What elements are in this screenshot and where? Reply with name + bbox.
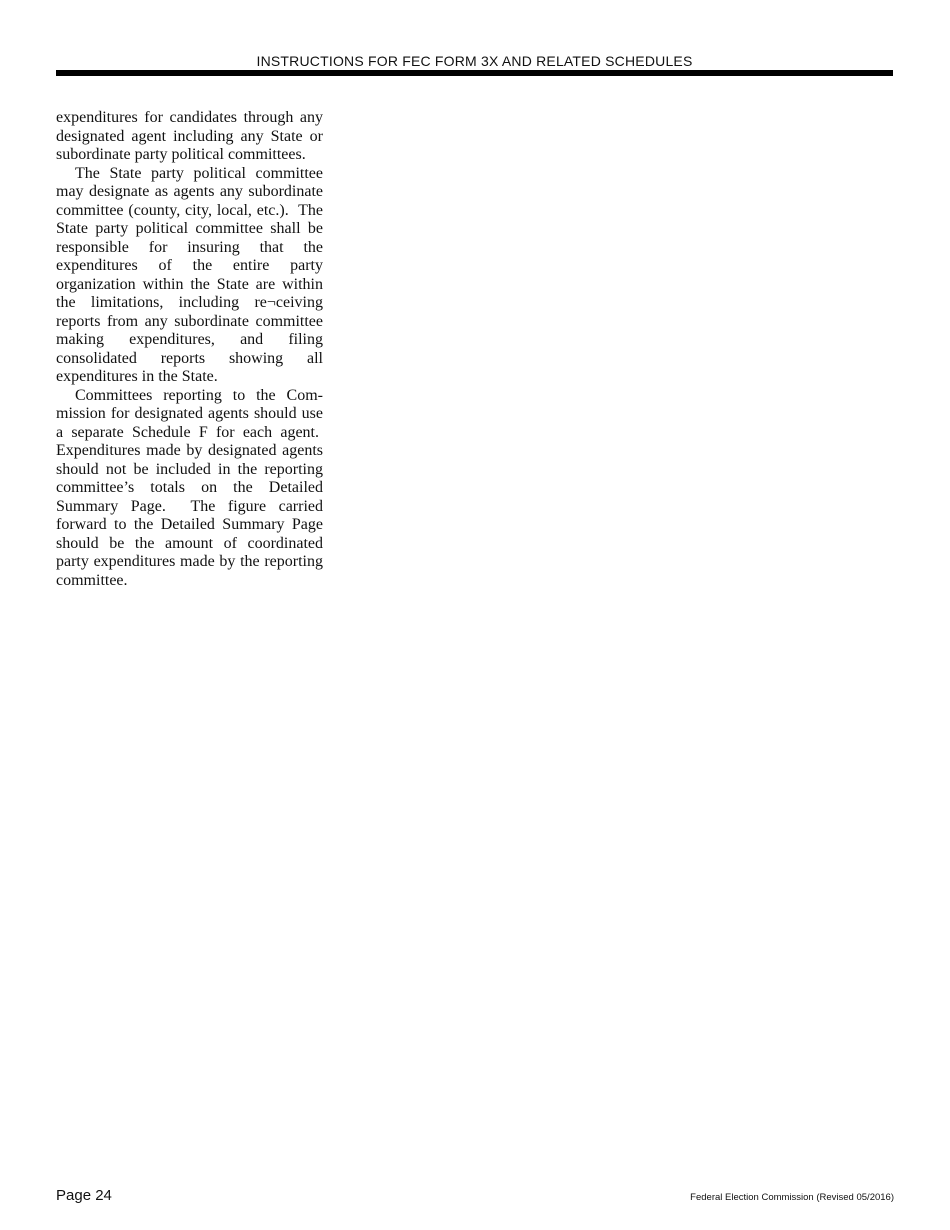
page-number: Page 24 [56,1187,112,1204]
paragraph-designated-agents-reporting: Committees reporting to the Commission for designated agents should use a separate Schedule F for each agent. Expenditures made by designated agents should not be included in the reporting committee’s totals on the Detailed Summary Page. The figure carried forward to the Detailed Summary Page should be the amount of coordinated party expenditures made by the reporting committee. [56,386,323,589]
paragraph-continuation: expenditures for candidates through any designated agent including any State or subordinate party political committees. [56,109,323,163]
header-rule [56,70,893,76]
running-header: INSTRUCTIONS FOR FEC FORM 3X AND RELATED SCHEDULES [256,53,693,69]
paragraph-state-party-agents: The State party political committee may designate as agents any subordinate committee (county, city, local, etc.). The State party political committee shall be responsible for insuring that the expenditures of the entire party organization within the State are within the limitations, including re¬ceiving reports from any subordinate committee making expenditures, and filing consolidated reports showing all expenditures in the State. [56,164,323,385]
text-column [56,109,323,590]
footer-credit: Federal Election Commission (Revised 05/2016) [690,1192,894,1203]
